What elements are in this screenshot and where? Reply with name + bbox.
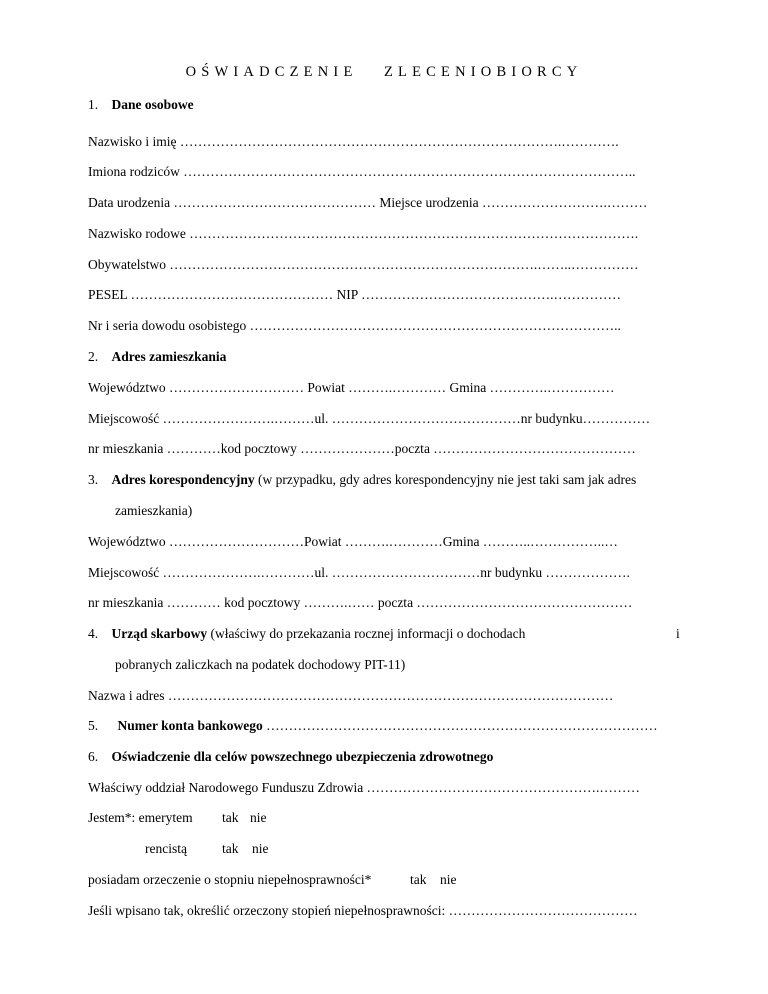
section-title: Urząd skarbowy <box>111 626 208 641</box>
field-imiona-rodzicow[interactable]: Imiona rodziców ……………………………………………………………………………………….. <box>88 164 636 179</box>
field-adres-mieszkanie[interactable]: nr mieszkania …………kod pocztowy …………………poczta ……………………………………… <box>88 441 636 456</box>
section-note: (w przypadku, gdy adres korespondencyjny nie jest taki sam jak adres <box>254 472 637 487</box>
section-number: 4. <box>88 626 99 641</box>
field-adres-miejscowosc[interactable]: Miejscowość …………………….………ul. ……………………………………nr budynku…………… <box>88 411 651 426</box>
jestem-label: Jestem*: emerytem <box>88 810 193 825</box>
section-4-justify-i: i <box>676 626 680 641</box>
option-emeryt-tak[interactable]: tak <box>222 810 239 825</box>
field-dowod-osobisty[interactable]: Nr i seria dowodu osobistego ……………………………………………………………………….. <box>88 318 621 333</box>
field-data-miejsce-urodzenia[interactable]: Data urodzenia ……………………………………… Miejsce urodzenia ……………………….……… <box>88 195 648 210</box>
field-urzad-nazwa-adres[interactable]: Nazwa i adres ……………………………………………………………………………………… <box>88 688 614 703</box>
section-4-heading <box>88 626 525 642</box>
option-rencista-nie[interactable]: nie <box>252 841 269 856</box>
section-title: Oświadczenie dla celów powszechnego ubezpieczenia zdrowotnego <box>111 749 494 764</box>
document-title: OŚWIADCZENIE ZLECENIOBIORCY <box>185 64 583 80</box>
section-3-heading <box>88 472 636 488</box>
section-2-heading <box>88 349 226 365</box>
section-number: 1. <box>88 97 99 112</box>
section-4-continuation: pobranych zaliczkach na podatek dochodowy PIT-11) <box>115 657 406 672</box>
option-orzeczenie-tak[interactable]: tak <box>410 872 427 887</box>
rencista-label: rencistą <box>145 841 187 856</box>
section-title: Adres korespondencyjny <box>111 472 255 487</box>
field-obywatelstwo[interactable]: Obywatelstwo ……………………………………………………………………….……..…………… <box>88 257 639 272</box>
option-emeryt-nie[interactable]: nie <box>250 810 267 825</box>
field-nazwisko-imie[interactable]: Nazwisko i imię ………………………………………………………………………….…………. <box>88 134 619 149</box>
orzeczenie-label: posiadam orzeczenie o stopniu niepełnosprawności* <box>88 872 372 887</box>
section-title: Numer konta bankowego <box>117 718 263 733</box>
section-note: (właściwy do przekazania rocznej informacji o dochodach <box>207 626 526 641</box>
field-pesel-nip[interactable]: PESEL ……………………………………… NIP …………………………………….…………… <box>88 287 622 302</box>
field-adres-wojewodztwo[interactable]: Województwo ………………………… Powiat ……….………… Gmina ………….…………… <box>88 380 615 395</box>
section-number: 2. <box>88 349 99 364</box>
option-rencista-tak[interactable]: tak <box>222 841 239 856</box>
section-number: 3. <box>88 472 99 487</box>
section-title: Dane osobowe <box>111 97 194 112</box>
section-number: 5. <box>88 718 99 733</box>
field-koresp-mieszkanie[interactable]: nr mieszkania ………… kod pocztowy ……….…… poczta ………………………………………… <box>88 595 633 610</box>
field-oddzial-nfz[interactable]: Właściwy oddział Narodowego Funduszu Zdrowia …………………………………………….……… <box>88 780 640 795</box>
field-koresp-wojewodztwo[interactable]: Województwo …………………………Powiat ……….…………Gmina ………..……………..… <box>88 534 618 549</box>
section-6-heading <box>88 749 493 765</box>
section-5-heading[interactable] <box>88 718 658 734</box>
field-stopien-niepelnosprawnosci[interactable]: Jeśli wpisano tak, określić orzeczony stopień niepełnosprawności: …………………………………… <box>88 903 638 918</box>
section-number: 6. <box>88 749 99 764</box>
field-konto-bankowe[interactable]: …………………………………………………………………………… <box>262 718 658 733</box>
field-nazwisko-rodowe[interactable]: Nazwisko rodowe ………………………………………………………………………………………. <box>88 226 639 241</box>
section-1-heading <box>88 97 194 113</box>
section-3-continuation: zamieszkania) <box>115 503 193 518</box>
option-orzeczenie-nie[interactable]: nie <box>440 872 457 887</box>
field-koresp-miejscowosc[interactable]: Miejscowość ………………….…………ul. ……………………………nr budynku ………………. <box>88 565 630 580</box>
section-title: Adres zamieszkania <box>111 349 227 364</box>
